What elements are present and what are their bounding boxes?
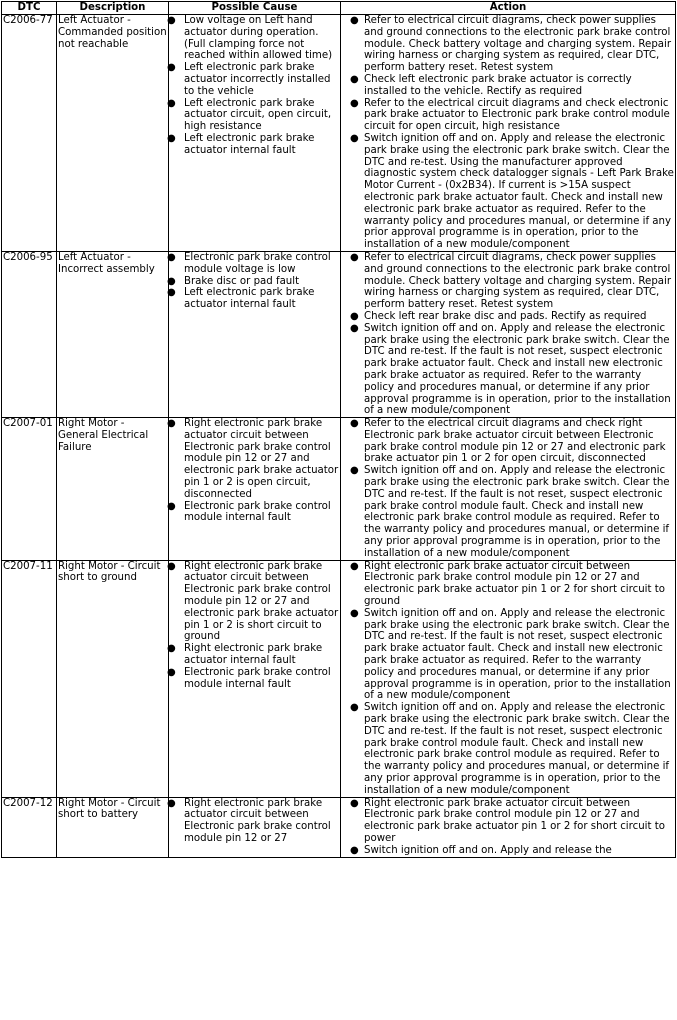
dtc-table xyxy=(1,1,676,858)
cause-item-list xyxy=(167,797,339,845)
bullet-icon: ● xyxy=(350,418,359,430)
action-item xyxy=(342,15,674,74)
table-body xyxy=(2,15,676,858)
cause-item xyxy=(167,418,339,501)
bullet-icon: ● xyxy=(167,500,176,512)
cause-item xyxy=(167,97,339,133)
cause-item xyxy=(167,560,339,644)
bullet-icon: ● xyxy=(350,465,359,477)
action-item-text: Switch ignition off and on. Apply and release the electronic park brake using the electronic park brake switch. Clear the DTC and re-test. Using the manufacturer approved diagnostic system check datalogger signals - Left Park Brake Motor Current - (0x2B34). If current is >15A suspect electronic park brake actuator fault. Check and install new electronic park brake actuator as required. Refer to the warranty policy and procedures manual, or determine if any prior approval programme is in operation, prior to the installation of a new module/component xyxy=(364,132,674,251)
cause-item-text: Right electronic park brake actuator circuit between Electronic park brake control module pin 12 or 27 xyxy=(184,797,331,844)
action-item xyxy=(342,798,674,845)
cause-item-text: Left electronic park brake actuator internal fault xyxy=(184,287,315,311)
dtc-code: C2006-95 xyxy=(2,251,57,417)
dtc-description: Right Motor - Circuit short to battery xyxy=(57,797,169,857)
cause-item-list xyxy=(167,251,339,311)
cause-item xyxy=(167,132,339,157)
cause-item-text: Electronic park brake control module voltage is low xyxy=(184,251,331,275)
bullet-icon: ● xyxy=(167,15,176,26)
cause-item-text: Brake disc or pad fault xyxy=(184,275,300,287)
action-item xyxy=(342,323,674,417)
possible-cause-cell xyxy=(169,251,341,417)
action-item-list xyxy=(342,561,674,797)
table-row xyxy=(2,251,676,417)
action-item xyxy=(342,845,674,857)
dtc-code: C2006-77 xyxy=(2,15,57,252)
action-item-text: Switch ignition off and on. Apply and release the electronic park brake using the electronic park brake switch. Clear the DTC and re-test. If the fault is not reset, suspect electronic park brake actuator fault. Check and install new electronic park brake actuator as required. Refer to the warranty policy and procedures manual, or determine if any prior approval programme is in operation, prior to the installation of a new module/component xyxy=(364,322,671,417)
cause-item-list xyxy=(167,15,339,157)
cause-item-list xyxy=(167,560,339,691)
action-cell xyxy=(341,251,676,417)
action-item-text: Switch ignition off and on. Apply and release the electronic park brake using the electronic park brake switch. Clear the DTC and re-test. If the fault is not reset, suspect electronic park brake control module fault. Check and install new electronic park brake control module as required. Refer to the warranty policy and procedures manual, or determine if any prior approval programme is in operation, prior to the installation of a new module/component xyxy=(364,702,670,796)
cause-item-text: Low voltage on Left hand actuator during operation. (Full clamping force not reached within allowed time) xyxy=(184,15,333,62)
dtc-description: Left Actuator - Incorrect assembly xyxy=(57,251,169,417)
action-item xyxy=(342,702,674,796)
dtc-code: C2007-11 xyxy=(2,560,57,797)
action-item-text: Refer to the electrical circuit diagrams and check right Electronic park brake actuator circuit between Electronic park brake control module pin 12 or 27 and electronic park brake actuator pin 1 or 2 for open circuit, disconnected xyxy=(364,418,666,465)
action-cell xyxy=(341,560,676,797)
bullet-icon: ● xyxy=(167,666,176,678)
bullet-icon: ● xyxy=(350,97,359,109)
table-row xyxy=(2,560,676,797)
bullet-icon: ● xyxy=(167,643,176,655)
bullet-icon: ● xyxy=(167,97,176,109)
action-item-list xyxy=(342,418,674,560)
bullet-icon: ● xyxy=(350,797,359,809)
bullet-icon: ● xyxy=(167,560,176,572)
action-item-text: Right electronic park brake actuator circuit between Electronic park brake control module pin 12 or 27 and electronic park brake actuator pin 1 or 2 for short circuit to ground xyxy=(364,560,665,608)
bullet-icon: ● xyxy=(167,251,176,263)
cause-item xyxy=(167,666,339,691)
dtc-code: C2007-12 xyxy=(2,797,57,857)
action-cell xyxy=(341,15,676,252)
bullet-icon: ● xyxy=(350,310,359,322)
action-item xyxy=(342,98,674,133)
bullet-icon: ● xyxy=(350,15,359,26)
bullet-icon: ● xyxy=(350,702,359,714)
cause-item xyxy=(167,62,339,97)
cause-item-text: Right electronic park brake actuator circuit between Electronic park brake control module pin 12 or 27 and electronic park brake actuator pin 1 or 2 is short circuit to ground xyxy=(184,560,339,643)
bullet-icon: ● xyxy=(350,844,359,856)
action-item-list xyxy=(342,798,674,857)
action-item xyxy=(342,465,674,559)
table-row xyxy=(2,15,676,252)
bullet-icon: ● xyxy=(350,560,359,572)
action-item xyxy=(342,133,674,251)
cause-item-text: Left electronic park brake actuator internal fault xyxy=(184,132,315,156)
action-item xyxy=(342,418,674,465)
cause-item-text: Right electronic park brake actuator circuit between Electronic park brake control module pin 12 or 27 and electronic park brake actuator pin 1 or 2 is open circuit, disconnected xyxy=(184,418,339,500)
table-header-row xyxy=(2,2,676,15)
bullet-icon: ● xyxy=(167,287,176,299)
bullet-icon: ● xyxy=(350,73,359,85)
header-description: Description xyxy=(57,2,169,15)
cause-item-text: Right electronic park brake actuator internal fault xyxy=(184,643,323,667)
dtc-description: Left Actuator - Commanded position not reachable xyxy=(57,15,169,252)
bullet-icon: ● xyxy=(350,322,359,334)
action-item-list xyxy=(342,252,674,417)
possible-cause-cell xyxy=(169,15,341,252)
dtc-description: Right Motor - General Electrical Failure xyxy=(57,418,169,561)
possible-cause-cell xyxy=(169,797,341,857)
action-item xyxy=(342,561,674,608)
bullet-icon: ● xyxy=(167,275,176,287)
cause-item xyxy=(167,500,339,525)
action-item-text: Refer to the electrical circuit diagrams and check electronic park brake actuator to Electronic park brake control module circuit for open circuit, high resistance xyxy=(364,97,670,133)
cause-item xyxy=(167,251,339,276)
action-item xyxy=(342,608,674,702)
action-cell xyxy=(341,797,676,857)
bullet-icon: ● xyxy=(167,62,176,74)
header-possible-cause: Possible Cause xyxy=(169,2,341,15)
cause-item-text: Left electronic park brake actuator circuit, open circuit, high resistance xyxy=(184,97,332,133)
table-row xyxy=(2,797,676,857)
table-row xyxy=(2,418,676,561)
action-item-list xyxy=(342,15,674,251)
cause-item-text: Left electronic park brake actuator incorrectly installed to the vehicle xyxy=(184,62,331,97)
bullet-icon: ● xyxy=(167,132,176,144)
dtc-code: C2007-01 xyxy=(2,418,57,561)
cause-item xyxy=(167,15,339,62)
bullet-icon: ● xyxy=(167,418,176,430)
cause-item-list xyxy=(167,418,339,524)
cause-item-text: Electronic park brake control module internal fault xyxy=(184,500,331,524)
action-cell xyxy=(341,418,676,561)
action-item xyxy=(342,311,674,323)
bullet-icon: ● xyxy=(350,607,359,619)
action-item xyxy=(342,74,674,98)
action-item-text: Switch ignition off and on. Apply and release the electronic park brake using the electronic park brake switch. Clear the DTC and re-test. If the fault is not reset, suspect electronic park brake control module fault. Check and install new electronic park brake control module as required. Refer to the warranty policy and procedures manual, or determine if any prior approval programme is in operation, prior to the installation of a new module/component xyxy=(364,465,670,559)
header-action: Action xyxy=(341,2,676,15)
action-item-text: Check left electronic park brake actuator is correctly installed to the vehicle. Rectify as required xyxy=(364,73,632,97)
action-item-text: Refer to electrical circuit diagrams, check power supplies and ground connections to the electronic park brake control module. Check battery voltage and charging system. Repair wiring harness or charging system as required, clear DTC, perform battery reset. Retest system xyxy=(364,251,672,311)
bullet-icon: ● xyxy=(167,797,176,809)
header-dtc: DTC xyxy=(2,2,57,15)
bullet-icon: ● xyxy=(350,251,359,263)
cause-item xyxy=(167,797,339,845)
possible-cause-cell xyxy=(169,418,341,561)
action-item-text: Switch ignition off and on. Apply and release the electronic park brake using the electronic park brake switch. Clear the DTC and re-test. If the fault is not reset, suspect electronic park brake actuator fault. Check and install new electronic park brake actuator as required. Refer to the warranty policy and procedures manual, or determine if any prior approval programme is in operation, prior to the installation of a new module/component xyxy=(364,607,671,702)
cause-item xyxy=(167,275,339,288)
cause-item-text: Electronic park brake control module internal fault xyxy=(184,666,331,690)
action-item-text: Switch ignition off and on. Apply and release the xyxy=(364,844,612,856)
cause-item xyxy=(167,287,339,311)
dtc-description: Right Motor - Circuit short to ground xyxy=(57,560,169,797)
cause-item xyxy=(167,643,339,667)
action-item-text: Check left rear brake disc and pads. Rectify as required xyxy=(364,310,647,322)
action-item-text: Refer to electrical circuit diagrams, check power supplies and ground connections to the electronic park brake control module. Check battery voltage and charging system. Repair wiring harness or charging system as required, clear DTC, perform battery reset. Retest system xyxy=(364,15,672,74)
possible-cause-cell xyxy=(169,560,341,797)
bullet-icon: ● xyxy=(350,132,359,144)
action-item-text: Right electronic park brake actuator circuit between Electronic park brake control module pin 12 or 27 and electronic park brake actuator pin 1 or 2 for short circuit to power xyxy=(364,797,665,844)
action-item xyxy=(342,252,674,311)
